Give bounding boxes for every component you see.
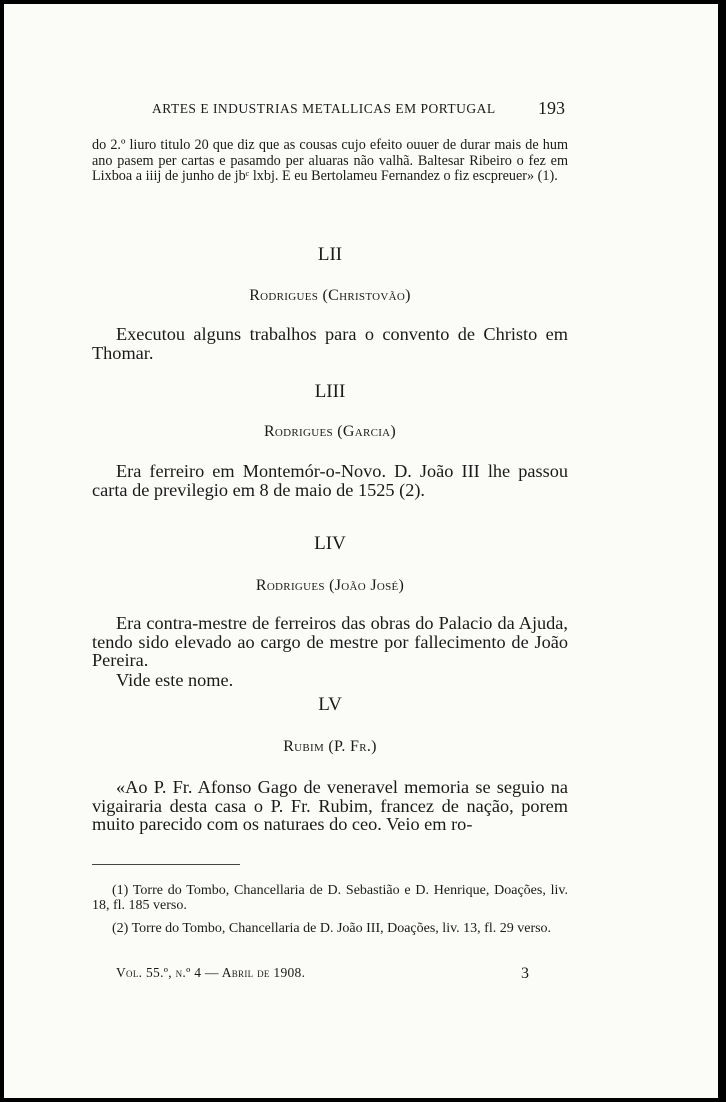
entry-heading-garcia: Rodrigues (Garcia) <box>263 423 397 440</box>
entry-text-rubim: «Ao P. Fr. Afonso Gago de veneravel memoria se seguio na vigairaria desta casa o P. Fr. Rubim, francez de nação, porem muito parecido com os naturaes do ceo. Veio em ro- <box>92 777 568 835</box>
entry-numeral-liii: LIII <box>314 381 346 402</box>
footnote-rule <box>92 864 240 865</box>
footnote-2: (2) Torre do Tombo, Chancellaria de D. João III, Doações, liv. 13, fl. 29 verso. <box>112 921 552 936</box>
entry-heading-rubim: Rubim (P. Fr.) <box>283 738 377 755</box>
entry-numeral-liv: LIV <box>314 533 346 554</box>
entry-numeral-lii: LII <box>317 244 343 265</box>
signature-mark: 3 <box>521 965 530 982</box>
entry-text-garcia: Era ferreiro em Montemór-o-Novo. D. João III lhe passou carta de previlegio em 8 de maio de 1525 (2). <box>92 461 568 500</box>
intro-paragraph: do 2.º liuro titulo 20 que diz que as cousas cujo efeito ouuer de durar mais de hum ano pasem per cartas e pasamdo per aluaras não valhã. Baltesar Ribeiro o fez em Lixboa a iiij de junho de jbᶜ lxbj. E eu Bertolameu Fernandez o fiz escpreuer» (1). <box>92 137 568 185</box>
entry-heading-christovao: Rodrigues (Christovão) <box>249 287 411 304</box>
page-number: 193 <box>538 98 565 118</box>
entry-heading-joao-jose: Rodrigues (João José) <box>255 577 405 594</box>
entry-numeral-lv: LV <box>318 694 342 715</box>
entry-text-christovao: Executou alguns trabalhos para o convento de Christo em Thomar. <box>92 324 568 363</box>
book-page <box>4 4 718 1098</box>
footnote-1: (1) Torre do Tombo, Chancellaria de D. Sebastião e D. Henrique, Doações, liv. 18, fl. 185 verso. <box>92 883 568 913</box>
running-header <box>152 98 572 118</box>
entry-text-joao-jose: Era contra-mestre de ferreiros das obras do Palacio da Ajuda, tendo sido elevado ao cargo de mestre por fallecimento de João Pereira. <box>92 613 568 671</box>
volume-line: Vol. 55.º, n.º 4 — Abril de 1908. <box>116 965 306 980</box>
page-footer <box>116 965 536 981</box>
running-title: ARTES E INDUSTRIAS METALLICAS EM PORTUGAL <box>152 101 496 116</box>
entry-note-joao-jose: Vide este nome. <box>116 670 234 690</box>
